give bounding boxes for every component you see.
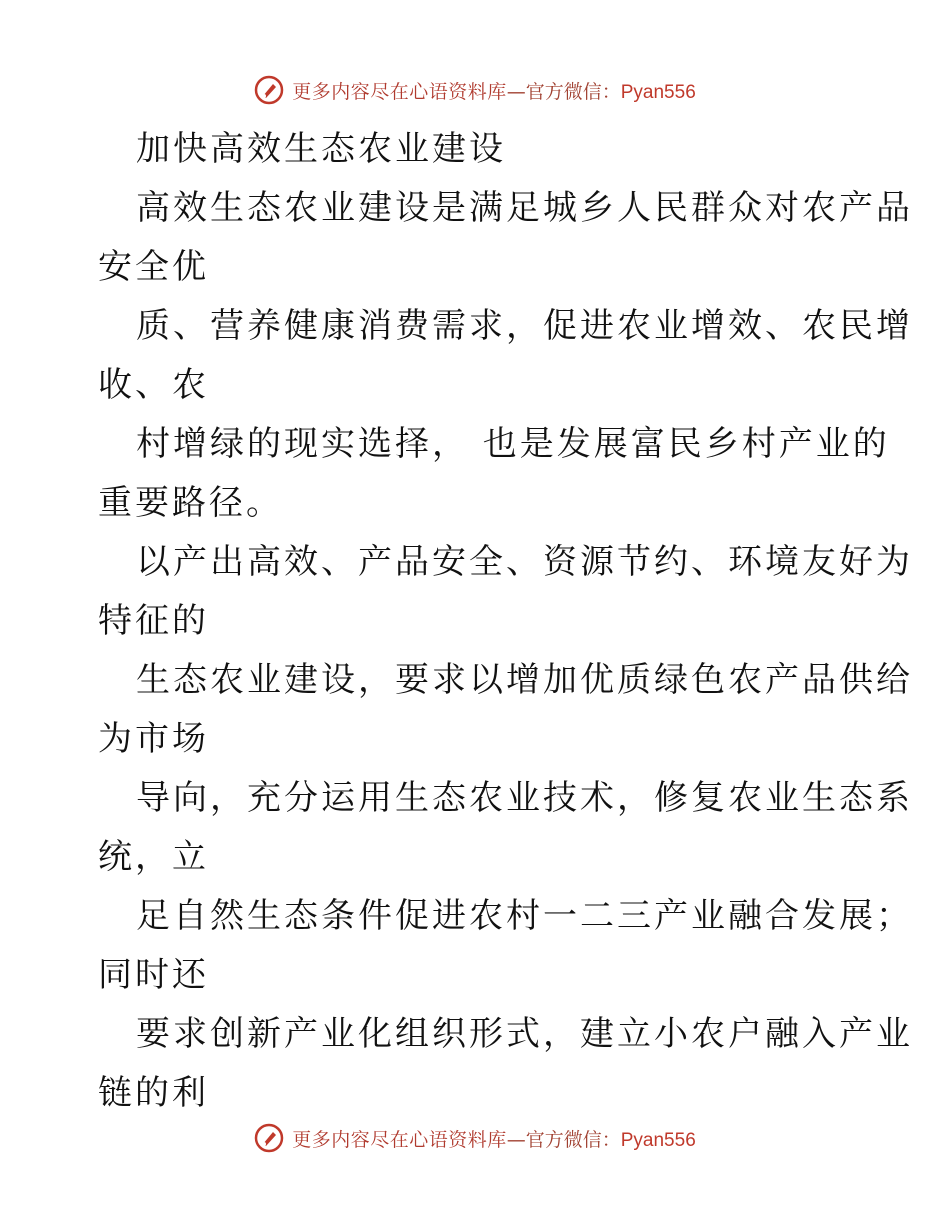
- banner-lead-text: 更多内容尽在心语资料库: [292, 80, 507, 103]
- doc-line: 以产出高效、产品安全、资源节约、环境友好为: [136, 542, 913, 582]
- doc-line: 导向，充分运用生态农业技术，修复农业生态系: [136, 778, 913, 818]
- footer-banner: [0, 1118, 950, 1158]
- doc-line: 高效生态农业建设是满足城乡人民群众对农产品: [136, 188, 913, 228]
- doc-line: 足自然生态条件促进农村一二三产业融合发展；: [136, 896, 913, 936]
- doc-line: 安全优: [98, 247, 209, 287]
- doc-line: 同时还: [98, 955, 209, 995]
- doc-line: 生态农业建设，要求以增加优质绿色农产品供给: [136, 660, 913, 700]
- doc-line: 质、营养健康消费需求，促进农业增效、农民增: [136, 306, 913, 346]
- header-banner: [0, 70, 950, 110]
- doc-line: 重要路径。: [98, 483, 283, 523]
- banner-wechat-id: Pyan556: [620, 1129, 696, 1151]
- pen-nib-icon: [254, 75, 284, 105]
- doc-line: 为市场: [98, 719, 209, 759]
- document-body: [98, 120, 913, 1123]
- doc-line: 链的利: [98, 1073, 209, 1113]
- pen-nib-icon: [254, 1123, 284, 1153]
- doc-line: 特征的: [98, 601, 209, 641]
- doc-line: 村增绿的现实选择， 也是发展富民乡村产业的: [136, 424, 890, 464]
- doc-line: 要求创新产业化组织形式，建立小农户融入产业: [136, 1014, 913, 1054]
- banner-tail-text: —官方微信：: [506, 1128, 621, 1151]
- banner-lead-text: 更多内容尽在心语资料库: [292, 1128, 507, 1151]
- banner-wechat-id: Pyan556: [620, 81, 696, 103]
- banner-tail-text: —官方微信：: [506, 80, 621, 103]
- doc-line: 统，立: [98, 837, 209, 877]
- doc-line: 收、农: [98, 365, 209, 405]
- doc-line: 加快高效生态农业建设: [136, 129, 506, 169]
